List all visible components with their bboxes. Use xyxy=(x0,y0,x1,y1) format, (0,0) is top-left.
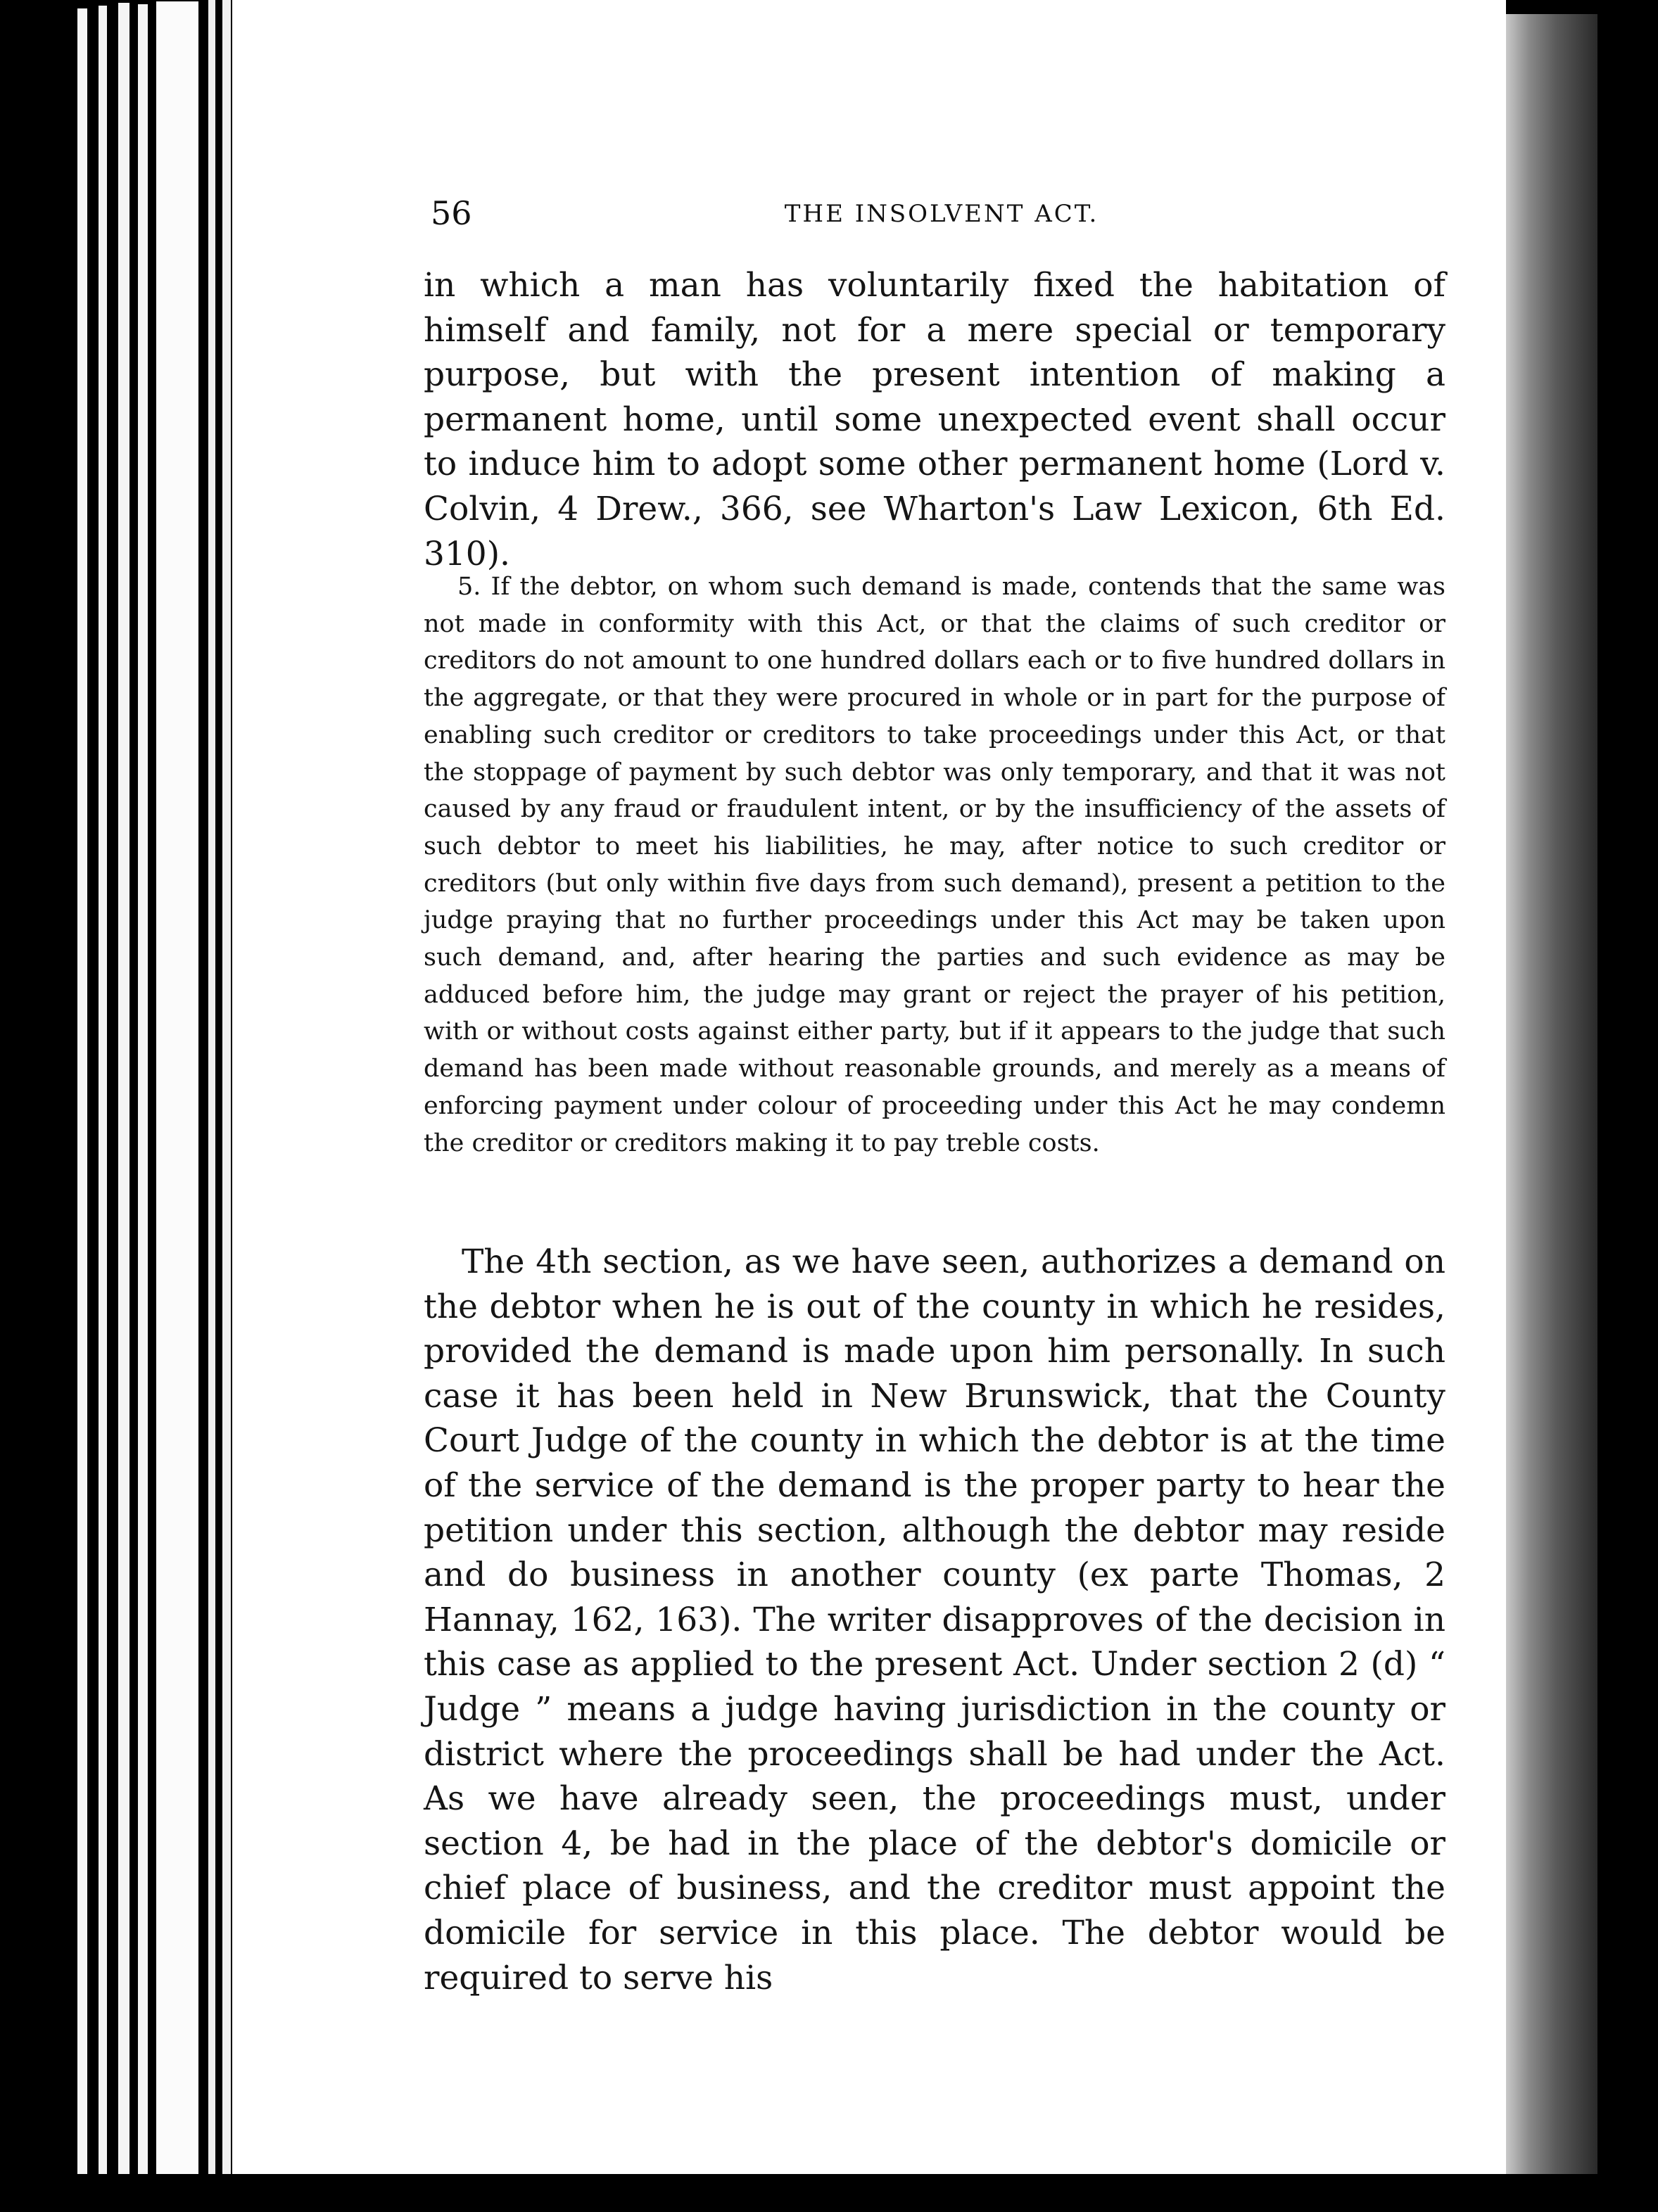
page-number: 56 xyxy=(431,194,472,232)
paragraph-text: The 4th section, as we have seen, authorizes a demand on the debtor when he is out of the county in which he resides, provided the demand is made upon him personally. In such case it has been held in New Brunswick, that the County Court Judge of the county in which the debtor is at the time of the service of the demand is the proper party to hear the petition under this section, although the debtor may reside and do business in another county (ex parte Thomas, 2 Hannay, 162, 163). The writer disapproves of the decision in this case as applied to the present Act. Under section 2 (d) “ Judge ” means a judge having jurisdiction in the county or district where the proceedings shall be had under the Act. As we have already seen, the proceedings must, under section 4, be had in the place of the debtor's domicile or chief place of business, and the creditor must appoint the domicile for service in this place. The debtor would be required to serve his xyxy=(424,1242,1445,1997)
scan-background-right xyxy=(1597,0,1658,2212)
continuation-paragraph xyxy=(424,263,1445,576)
statute-section-5 xyxy=(424,568,1445,1162)
page-edge xyxy=(222,0,231,2174)
page-edge xyxy=(99,6,107,2180)
page-edge xyxy=(118,3,129,2177)
page-edge xyxy=(77,8,87,2182)
running-head: THE INSOLVENT ACT. xyxy=(784,200,1099,228)
scan-background-bottom xyxy=(0,2174,1658,2212)
page-header xyxy=(431,194,1453,236)
book-fore-edge xyxy=(1506,14,1597,2181)
commentary-paragraph xyxy=(424,1240,1445,2000)
page-edge xyxy=(208,0,215,2174)
book-left-page-edges xyxy=(0,0,232,2212)
paragraph-text: in which a man has voluntarily fixed the habitation of himself and family, not for a mere special or temporary purpose, but with the present intention of making a permanent home, until some unexpected event shall occur to induce him to adopt some other permanent home (Lord v. Colvin, 4 Drew., 366, see Wharton's Law Lexicon, 6th Ed. 310). xyxy=(424,266,1445,573)
page-edge xyxy=(138,4,148,2178)
page-edge xyxy=(156,1,198,2175)
statute-text: 5. If the debtor, on whom such demand is made, contends that the same was not made in conformity with this Act, or that the claims of such creditor or creditors do not amount to one hundred dollars each or to five hundred dollars in the aggregate, or that they were procured in whole or in part for the purpose of enabling such creditor or creditors to take proceedings under this Act, or that the stoppage of payment by such debtor was only temporary, and that it was not caused by any fraud or fraudulent intent, or by the insufficiency of the assets of such debtor to meet his liabilities, he may, after notice to such creditor or creditors (but only within five days from such demand), present a petition to the judge praying that no further proceedings under this Act may be taken upon such demand, and, after hearing the parties and such evidence as may be adduced before him, the judge may grant or reject the prayer of his petition, with or without costs against either party, but if it appears to the judge that such demand has been made without reasonable grounds, and merely as a means of enforcing payment under colour of proceeding under this Act he may condemn the creditor or creditors making it to pay treble costs. xyxy=(424,573,1445,1157)
